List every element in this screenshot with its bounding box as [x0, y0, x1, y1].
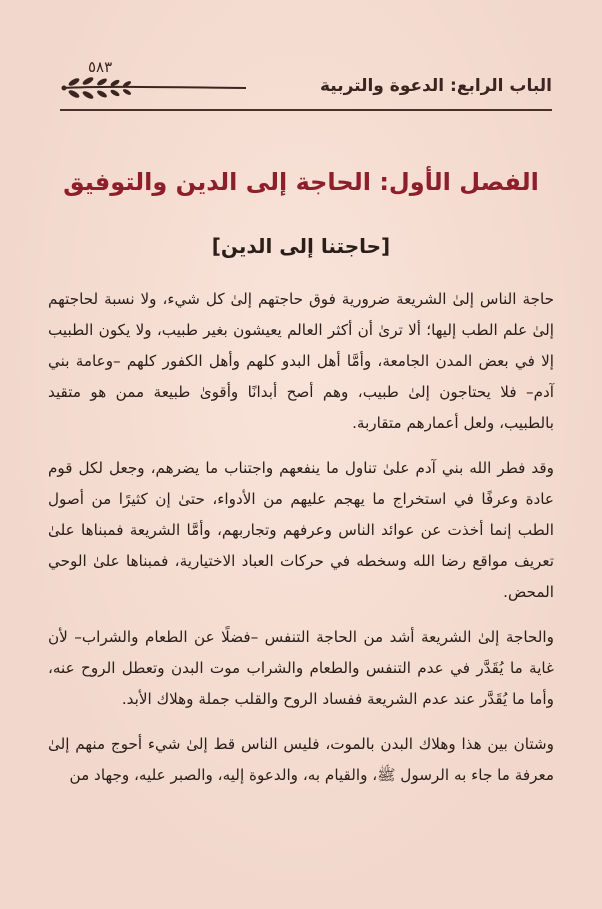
- running-header: [60, 58, 552, 104]
- section-title: [حاجتنا إلى الدين]: [211, 234, 391, 258]
- paragraph: وشتان بين هذا وهلاك البدن بالموت، فليس الناس قط إلىٰ شيء أحوج منهم إلىٰ معرفة ما جاء به الرسول ﷺ، والقيام به، والدعوة إليه، والصبر عليه، وجهاد من: [48, 735, 554, 784]
- body-text: [48, 284, 554, 805]
- leaf-branch-ornament-icon: [60, 74, 250, 100]
- chapter-title: الفصل الأول: الحاجة إلى الدين والتوفيق: [63, 168, 539, 196]
- paragraph: حاجة الناس إلىٰ الشريعة ضرورية فوق حاجتهم إلىٰ كل شيء، ولا نسبة لحاجتهم إلىٰ علم الطب إليها؛ ألا ترىٰ أن أكثر العالم يعيشون بغير طبيب، ولا يكون الطبيب إلا في بعض المدن الجامعة، وأمَّا أهل البدو كلهم وأهل الكفور كلهم –وعامة بني آدم– فلا يحتاجون إلىٰ طبيب، وهم أصح أبدانًا وأقوىٰ طبيعة ممن هو متقيد بالطبيب، ولعل أعمارهم متقاربة.: [48, 290, 554, 432]
- paragraph: والحاجة إلىٰ الشريعة أشد من الحاجة التنفس –فضلًا عن الطعام والشراب– لأن غاية ما يُقَدَّر في عدم التنفس والطعام والشراب موت البدن وتعطل الروح عنه، وأما ما يُقَدَّر عند عدم الشريعة ففساد الروح والقلب جملة وهلاك الأبد.: [48, 628, 554, 708]
- running-title: الباب الرابع: الدعوة والتربية: [319, 76, 552, 96]
- header-rule: [60, 109, 552, 111]
- page-number: ٥٨٣: [88, 58, 113, 76]
- paragraph: وقد فطر الله بني آدم علىٰ تناول ما ينفعهم واجتناب ما يضرهم، وجعل لكل قوم عادة وعرفًا في استخراج ما يهجم عليهم من الأدواء، حتىٰ إن كثيرًا من أصول الطب إنما أخذت عن عوائد الناس وعرفهم وتجاربهم، وأمَّا الشريعة فمبناها علىٰ تعريف مواقع رضا الله وسخطه في حركات العباد الاختيارية، فمبناها علىٰ الوحي المحض.: [48, 459, 554, 601]
